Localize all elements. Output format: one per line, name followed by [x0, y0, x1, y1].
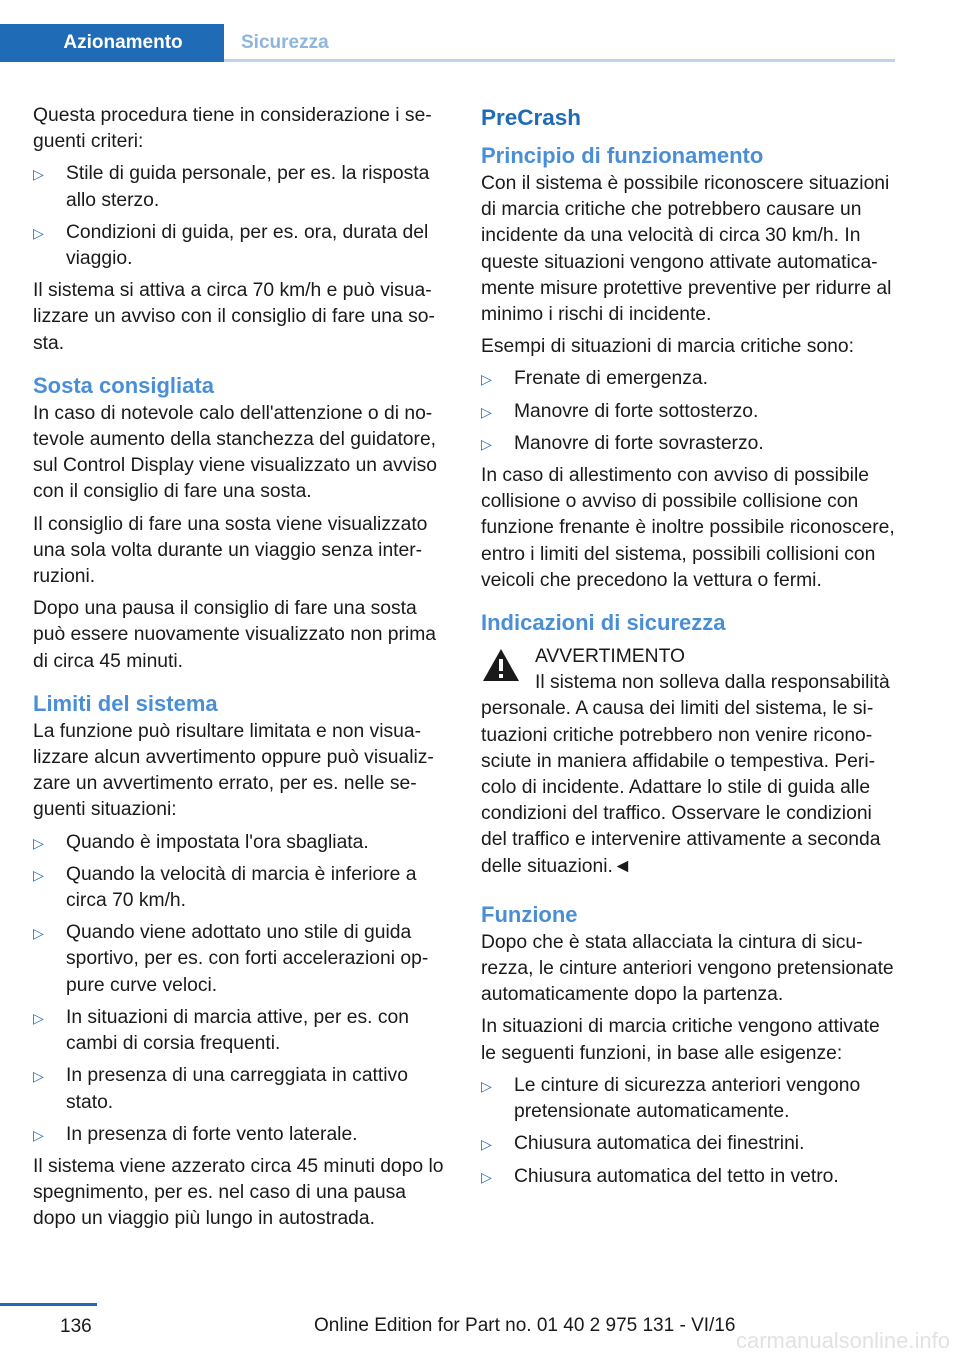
warning-box [481, 644, 899, 880]
left-column [33, 103, 450, 1239]
section-heading-precrash: PreCrash [481, 105, 582, 130]
funzione-list [481, 1073, 899, 1190]
bullet-icon: ▷ [481, 371, 492, 388]
paragraph: Con il sistema è possibile riconoscere situazioni di marcia critiche che potrebbero causare un incidente da una velocità di circa 30 km/h. In queste situazioni vengono attivate automaticamente misure protettive preventive per ridurre al minimo i rischi di incidente. [481, 173, 892, 326]
bullet-icon: ▷ [33, 1068, 44, 1085]
bullet-icon: ▷ [481, 1136, 492, 1153]
list-item: ▷ Chiusura automatica dei finestrini. [481, 1131, 899, 1157]
list-item: ▷ Chiusura automatica del tetto in vetro. [481, 1164, 899, 1190]
bullet-icon: ▷ [33, 224, 44, 241]
section-heading-funzione: Funzione [481, 901, 578, 927]
paragraph: La funzione può risultare limitata e non visualizzare alcun avvertimento oppure può visualizzare un avvertimento errato, per es. nelle seguenti situazioni: [33, 720, 434, 821]
bullet-icon: ▷ [33, 166, 44, 183]
warning-triangle-icon [481, 647, 521, 683]
warning-heading: AVVERTIMENTO [535, 646, 685, 668]
list-item: ▷ In presenza di una carreggiata in cattivo stato. [33, 1065, 408, 1113]
limiti-list [33, 830, 450, 1148]
section-heading-sosta: Sosta consigliata [33, 372, 214, 398]
bullet-icon: ▷ [481, 1168, 492, 1185]
bullet-icon: ▷ [481, 1077, 492, 1094]
bullet-icon: ▷ [481, 403, 492, 420]
page-number: 136 [60, 1316, 92, 1337]
bullet-icon: ▷ [481, 435, 492, 452]
warning-text: Il sistema non solleva dalla responsabilità personale. A causa dei limiti del sistema, le situazioni critiche potrebbero non venire riconosciute in maniera affidabile o tempestiva. Pericolo di incidente. Adattare lo stile di guida alle condizioni del traffico. Osservare le condizioni del traffico e intervenire attivamente a seconda delle situazioni.◄ [481, 672, 890, 877]
list-item: ▷ Manovre di forte sottosterzo. [481, 399, 899, 425]
section-heading-limiti: Limiti del sistema [33, 690, 218, 716]
list-item: ▷ Condizioni di guida, per es. ora, durata del viaggio. [33, 221, 429, 270]
bullet-icon: ▷ [33, 1009, 44, 1026]
paragraph: In situazioni di marcia critiche vengono attivate le seguenti funzioni, in base alle esigenze: [481, 1016, 880, 1064]
list-item: ▷ In situazioni di marcia attive, per es. con cambi di corsia frequenti. [33, 1006, 409, 1055]
list-item: ▷ Stile di guida personale, per es. la risposta allo sterzo. [33, 163, 430, 211]
activation-paragraph: Il sistema si attiva a circa 70 km/h e può visualizzare un avviso con il consiglio di fare una sosta. [33, 280, 435, 354]
section-heading-sicurezza: Indicazioni di sicurezza [481, 610, 726, 636]
list-item: ▷ Quando è impostata l'ora sbagliata. [33, 830, 450, 856]
intro-paragraph: Questa procedura tiene in considerazione i seguenti criteri: [33, 105, 432, 153]
paragraph: Dopo che è stata allacciata la cintura di sicurezza, le cinture anteriori vengono pretensionate automaticamente dopo la partenza. [481, 931, 894, 1006]
chapter-tabbar [0, 24, 895, 62]
list-item: ▷ Manovre di forte sovrasterzo. [481, 431, 899, 457]
bullet-icon: ▷ [33, 834, 44, 851]
section-heading-principio: Principio di funzionamento [481, 143, 764, 168]
paragraph: Il sistema viene azzerato circa 45 minuti dopo lo spegnimento, per es. nel caso di una pausa dopo un viaggio più lungo in autostrada. [33, 1155, 444, 1230]
paragraph: In caso di allestimento con avviso di possibile collisione o avviso di possibile collisione con funzione frenante è inoltre possibile riconoscere, entro i limiti del sistema, possibili collisioni con veicoli che precedono la vettura o fermi. [481, 465, 895, 591]
tab-azionamento[interactable]: Azionamento [0, 24, 224, 62]
list-item: ▷ Quando la velocità di marcia è inferiore a circa 70 km/h. [33, 863, 417, 912]
criteria-list [33, 161, 450, 272]
paragraph: Esempi di situazioni di marcia critiche sono: [481, 336, 854, 358]
watermark: carmanualsonline.info [735, 1328, 950, 1353]
right-column [481, 103, 899, 1196]
paragraph: In caso di notevole calo dell'attenzione o di notevole aumento della stanchezza del guidatore, sul Control Display viene visualizzato un avviso con il consiglio di fare una sosta. [33, 402, 438, 503]
esempi-list [481, 366, 899, 457]
list-item: ▷ Quando viene adottato uno stile di guida sportivo, per es. con forti accelerazioni oppure curve veloci. [33, 922, 429, 996]
bullet-icon: ▷ [33, 1126, 44, 1143]
list-item: ▷ In presenza di forte vento laterale. [33, 1122, 450, 1148]
paragraph: Dopo una pausa il consiglio di fare una sosta può essere nuovamente visualizzato non prima di circa 45 minuti. [33, 598, 436, 672]
tab-underline [224, 59, 895, 62]
tab-sicurezza[interactable]: Sicurezza [241, 32, 329, 53]
list-item: ▷ Le cinture di sicurezza anteriori vengono pretensionate automaticamente. [481, 1074, 861, 1123]
bullet-icon: ▷ [33, 866, 44, 883]
edition-label: Online Edition for Part no. 01 40 2 975 131 - VI/16 [314, 1315, 736, 1336]
paragraph: Il consiglio di fare una sosta viene visualizzato una sola volta durante un viaggio senza interruzioni. [33, 513, 428, 588]
footer-rule [0, 1303, 97, 1306]
list-item: ▷ Frenate di emergenza. [481, 366, 899, 392]
bullet-icon: ▷ [33, 925, 44, 942]
